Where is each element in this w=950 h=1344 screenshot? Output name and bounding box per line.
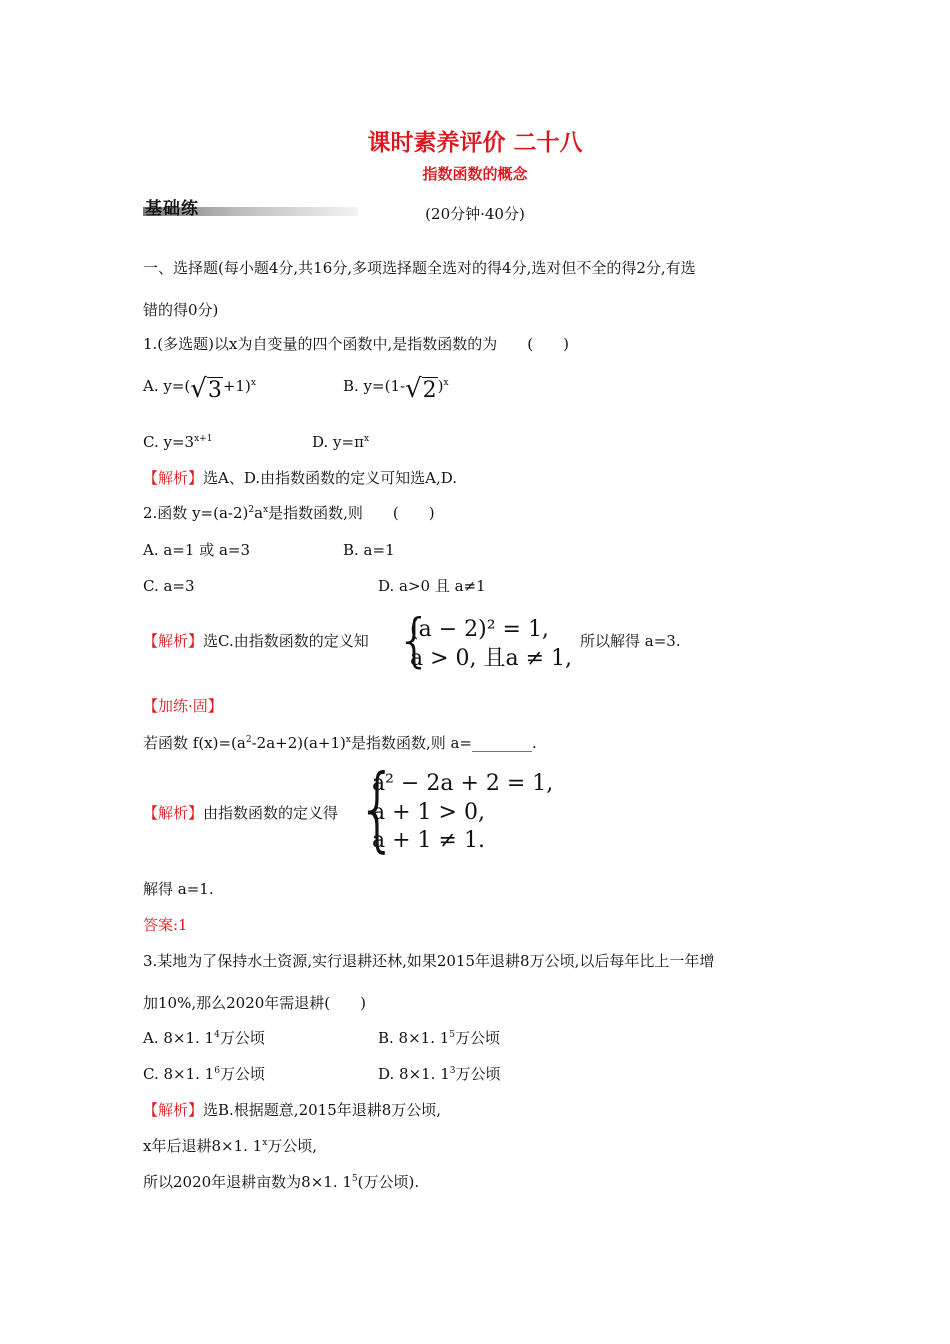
sqrt-icon: √2 (405, 374, 437, 404)
q3-option-d-exp: 3 (449, 1066, 456, 1076)
time-score: (20分钟·40分) (425, 205, 525, 223)
practice-stem-mid: -2a+2)(a+1) (251, 734, 346, 752)
q3-stem-line2: 加10%,那么2020年需退耕( ) (143, 994, 366, 1012)
q1-analysis (143, 468, 457, 488)
q2-stem-exp1: 2 (248, 505, 255, 515)
analysis-tag: 【解析】 (143, 804, 204, 822)
practice-stem-post: 是指数函数,则 a=________. (350, 734, 537, 752)
q1-option-b (343, 376, 449, 402)
q3-option-b-unit: 万公顷 (455, 1029, 501, 1047)
q3-analysis (143, 1100, 441, 1120)
practice-solve: 解得 a=1. (143, 880, 214, 898)
q1-option-c-text: C. y=3 (143, 433, 195, 451)
q2-analysis-post: 所以解得 a=3. (580, 632, 681, 650)
q1-option-c (143, 432, 212, 452)
practice-system-line2: a + 1 > 0, (372, 800, 485, 825)
q3-option-c (143, 1064, 265, 1084)
q2-stem-mid: a (254, 504, 264, 522)
page-title: 课时素养评价 二十八 (367, 130, 583, 156)
q3-analysis-line2-post: 万公顷, (267, 1137, 318, 1155)
q3-option-b-exp: 5 (449, 1030, 456, 1040)
q2-option-a: A. a=1 或 a=3 (143, 541, 251, 559)
q1-option-a (143, 376, 256, 402)
left-brace-icon: { (357, 755, 398, 862)
q2-option-b: B. a=1 (343, 541, 395, 559)
part1-heading-line2: 错的得0分) (143, 301, 219, 319)
q3-option-d-pre: D. 8×1. 1 (378, 1065, 450, 1083)
q1-option-c-exp: x+1 (194, 434, 213, 444)
q2-system-line2: a > 0, 且a ≠ 1, (410, 646, 573, 671)
q3-analysis-line2-pre: x年后退耕8×1. 1 (143, 1137, 263, 1155)
analysis-tag: 【解析】 (143, 1101, 204, 1119)
q2-stem-post: 是指数函数,则 ( ) (268, 504, 435, 522)
q1-option-d-exp: x (363, 434, 370, 444)
q3-analysis-line3 (143, 1172, 419, 1192)
practice-system-line1: a² − 2a + 2 = 1, (372, 771, 554, 796)
practice-stem (143, 733, 537, 753)
q3-option-a-exp: 4 (214, 1030, 220, 1040)
page-subtitle: 指数函数的概念 (422, 165, 528, 183)
q3-analysis-line2-exp: x (262, 1138, 268, 1148)
practice-analysis-pre: 由指数函数的定义得 (203, 804, 339, 822)
q1-analysis-text: 选A、D.由指数函数的定义可知选A,D. (203, 469, 457, 487)
q3-option-d-unit: 万公顷 (455, 1065, 501, 1083)
q3-option-b (378, 1028, 500, 1048)
practice-stem-exp1: 2 (245, 735, 252, 745)
q2-stem-pre: 2.函数 y=(a-2) (143, 504, 249, 522)
q1-option-a-post: +1) (222, 377, 251, 395)
practice-stem-pre: 若函数 f(x)=(a (143, 734, 246, 752)
practice-tag: 【加练·固】 (143, 697, 223, 715)
practice-analysis (143, 803, 338, 823)
q3-option-a-unit: 万公顷 (219, 1029, 265, 1047)
q2-option-c: C. a=3 (143, 577, 195, 595)
practice-system-line3: a + 1 ≠ 1. (372, 828, 485, 853)
part1-heading-line1: 一、选择题(每小题4分,共16分,多项选择题全选对的得4分,选对但不全的得2分,有选 (143, 259, 696, 277)
q3-option-b-pre: B. 8×1. 1 (378, 1029, 450, 1047)
q2-stem (143, 503, 435, 523)
q1-option-a-exp: x (250, 378, 256, 388)
q2-system-line1: (a − 2)² = 1, (410, 617, 549, 642)
q1-option-b-exp: x (443, 378, 449, 388)
analysis-tag: 【解析】 (143, 469, 204, 487)
left-brace-icon: { (396, 606, 433, 674)
q2-analysis-pre: 选C.由指数函数的定义知 (203, 632, 369, 650)
q1-option-a-pre: A. y=( (143, 377, 191, 395)
sqrt-icon: √3 (190, 374, 222, 404)
q3-option-a-pre: A. 8×1. 1 (143, 1029, 215, 1047)
q3-analysis-line2 (143, 1136, 317, 1156)
practice-stem-exp2: x (345, 735, 351, 745)
q2-analysis (143, 631, 369, 651)
q3-option-a (143, 1028, 265, 1048)
q3-analysis-line3-exp: 5 (351, 1174, 358, 1184)
q3-analysis-line1: 选B.根据题意,2015年退耕8万公顷, (203, 1101, 442, 1119)
q1-option-b-post: ) (437, 377, 444, 395)
q1-option-d-text: D. y=π (312, 433, 364, 451)
q3-option-c-exp: 6 (214, 1066, 220, 1076)
q1-option-d (312, 432, 369, 452)
q2-stem-exp2: x (263, 505, 269, 515)
q3-analysis-line3-pre: 所以2020年退耕亩数为8×1. 1 (143, 1173, 352, 1191)
q1-option-b-pre: B. y=(1- (343, 377, 406, 395)
practice-answer: 答案:1 (143, 916, 188, 934)
q1-option-a-radicand: 3 (207, 378, 222, 403)
q2-option-d: D. a>0 且 a≠1 (378, 577, 486, 595)
section-label: 基础练 (145, 199, 199, 219)
analysis-tag: 【解析】 (143, 632, 204, 650)
q3-option-d (378, 1064, 501, 1084)
q3-analysis-line3-post: (万公顷). (357, 1173, 420, 1191)
q3-option-c-unit: 万公顷 (219, 1065, 265, 1083)
q3-option-c-pre: C. 8×1. 1 (143, 1065, 215, 1083)
q3-stem-line1: 3.某地为了保持水土资源,实行退耕还林,如果2015年退耕8万公顷,以后每年比上一年增 (143, 952, 715, 970)
q1-stem: 1.(多选题)以x为自变量的四个函数中,是指数函数的为 ( ) (143, 335, 569, 353)
q1-option-b-radicand: 2 (422, 378, 437, 403)
